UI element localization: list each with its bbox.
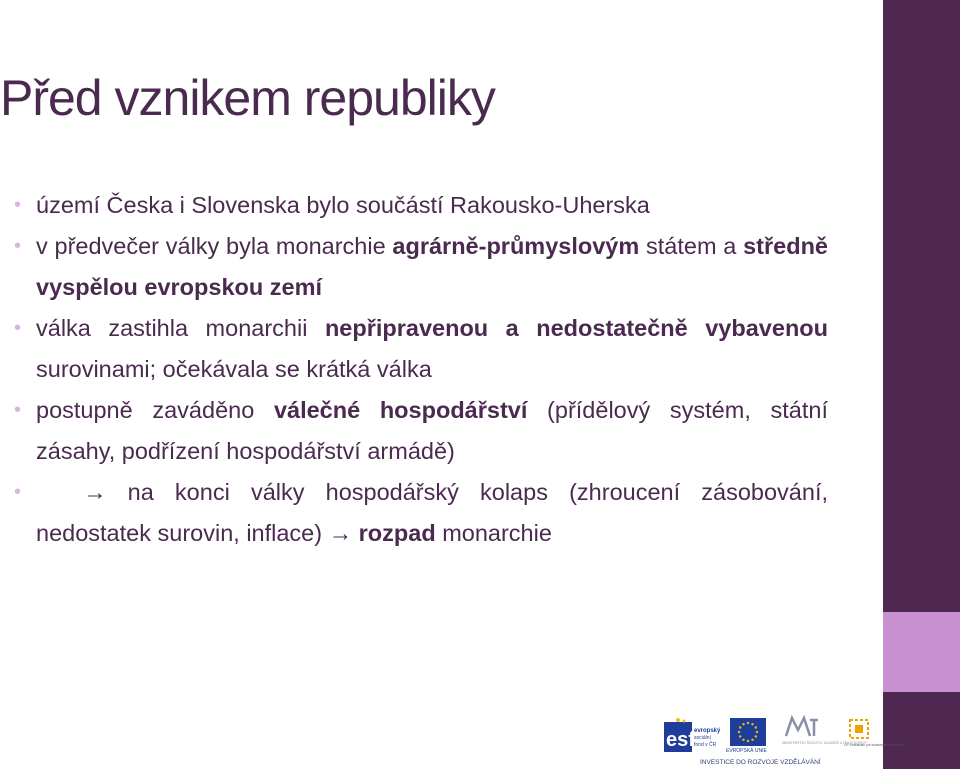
bullet-text: → na konci války hospodářský kolaps (zhroucení zásobování, nedostatek surovin, inflace) →	[36, 479, 828, 546]
bullet-text: postupně zaváděno	[36, 397, 274, 423]
bullet-item	[14, 185, 828, 226]
eu-label: EVROPSKÁ UNIE	[726, 748, 767, 754]
bullet-text-bold: rozpad	[358, 520, 436, 546]
bullet-item	[14, 472, 828, 554]
bullet-text: (přídělový systém, státní zásahy, podřízení hospodářství armádě)	[36, 397, 828, 464]
bullet-text: surovinami; očekávala se krátká válka	[36, 356, 432, 382]
esf-text-3: fond v ČR	[694, 742, 717, 748]
esf-text-2: sociální	[694, 735, 711, 741]
bullet-text: monarchie	[435, 520, 552, 546]
bullet-item	[14, 226, 828, 308]
bullet-marker: •	[14, 194, 22, 216]
svg-text:esf: esf	[666, 729, 695, 751]
side-band-top	[883, 0, 960, 612]
bullet-text-bold: válečné hospodářství	[273, 397, 528, 423]
bullet-marker: •	[14, 481, 22, 503]
msmt-logo-icon	[782, 714, 867, 756]
msmt-label: MINISTERSTVO ŠKOLSTVÍ, MLÁDEŽE A TĚLOVÝCHOVY	[782, 741, 867, 745]
bullet-text-bold: nepřipravenou a nedostatečně vybavenou	[324, 315, 829, 341]
op-label: OP Vzdělávání pro konkurenceschopnost	[844, 743, 903, 747]
bullet-text-bold: agrárně-průmyslovým	[392, 233, 640, 259]
investment-slogan: INVESTICE DO ROZVOJE VZDĚLÁVÁNÍ	[700, 759, 821, 766]
esf-text-1: evropský	[694, 728, 721, 734]
esf-logo-icon	[664, 718, 728, 756]
bullet-item	[14, 308, 828, 390]
op-vk-logo-icon	[844, 716, 903, 756]
side-band-accent	[883, 612, 960, 692]
bullet-text-bold: středně vyspělou evropskou zemí	[36, 233, 828, 300]
bullet-text: státem a	[639, 233, 744, 259]
bullet-marker: •	[14, 235, 22, 257]
eu-flag-icon	[730, 718, 766, 746]
bullet-list	[14, 185, 828, 554]
side-band-bottom	[883, 692, 960, 769]
bullet-text: území Česka i Slovenska bylo součástí Rakousko-Uherska	[36, 192, 650, 218]
bullet-marker: •	[14, 317, 22, 339]
bullet-text: v předvečer války byla monarchie	[36, 233, 393, 259]
footer-logos	[660, 712, 903, 768]
bullet-item	[14, 390, 828, 472]
bullet-text: válka zastihla monarchii	[36, 315, 325, 341]
slide-title: Před vznikem republiky	[0, 70, 495, 126]
bullet-marker: •	[14, 399, 22, 421]
